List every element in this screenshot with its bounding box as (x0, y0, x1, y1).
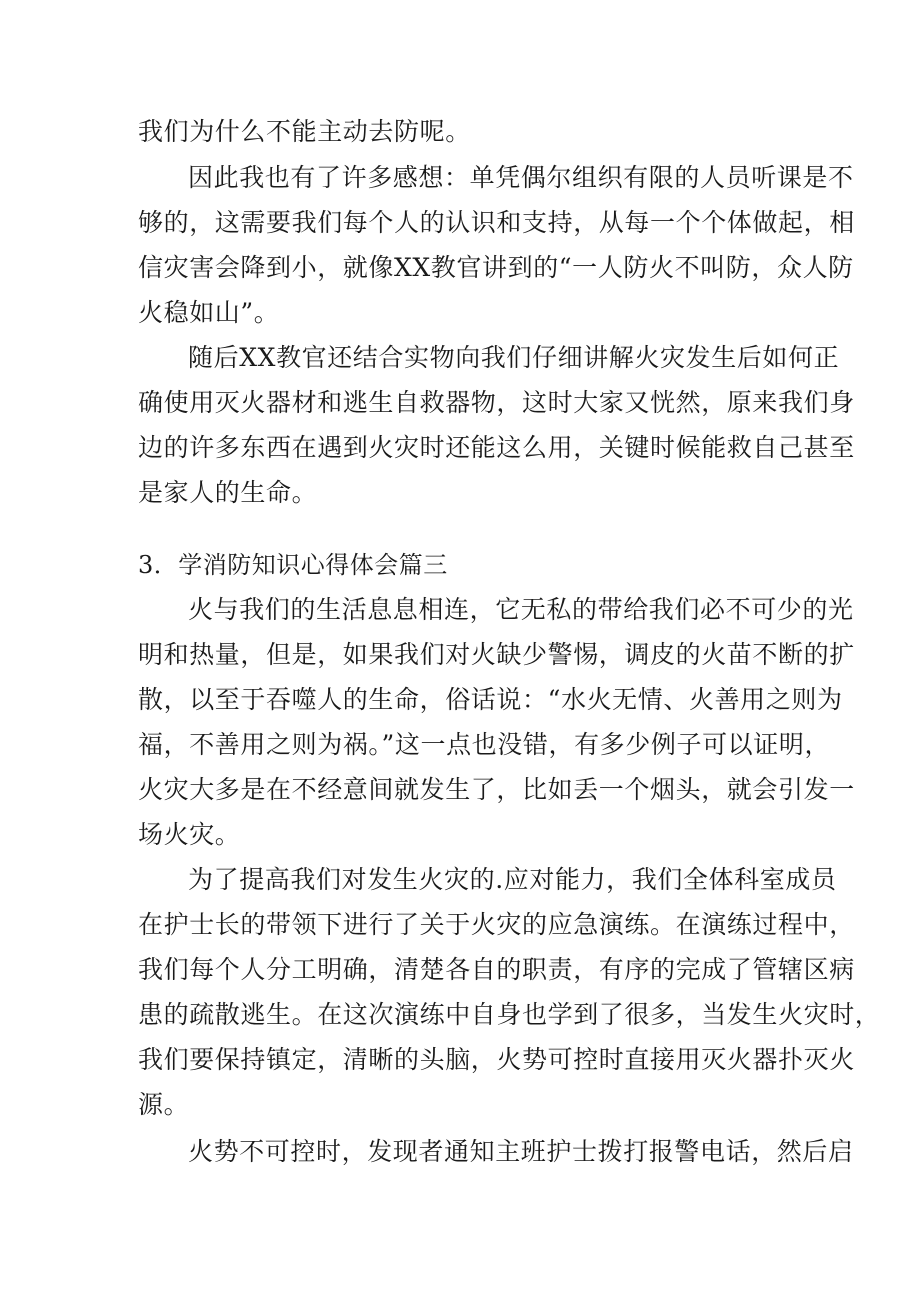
paragraph-line: 火灾大多是在不经意间就发生了，比如丢一个烟头，就会引发一 (138, 775, 855, 804)
paragraph-line: 火势不可控时，发现者通知主班护士拨打报警电话，然后启 (188, 1137, 854, 1166)
paragraph-line: 源。 (138, 1090, 190, 1119)
section-heading: 3．学消防知识心得体会篇三 (138, 551, 448, 579)
paragraph-line: 够的，这需要我们每个人的认识和支持，从每一个个体做起，相 (138, 208, 855, 237)
paragraph-line: 边的许多东西在遇到火灾时还能这么用，关键时候能救自己甚至 (138, 433, 855, 462)
paragraph-line: 福，不善用之则为祸。”这一点也没错，有多少例子可以证明， (138, 730, 831, 759)
paragraph-line: 明和热量，但是，如果我们对火缺少警惕，调皮的火苗不断的扩 (138, 640, 855, 669)
paragraph-line: 因此我也有了许多感想：单凭偶尔组织有限的人员听课是不 (188, 163, 854, 192)
paragraph-line: 散，以至于吞噬人的生命，俗话说：“水火无情、火善用之则为 (138, 685, 843, 714)
paragraph-line: 确使用灭火器材和逃生自救器物，这时大家又恍然，原来我们身 (138, 388, 855, 417)
paragraph-line: 是家人的生命。 (138, 478, 318, 507)
paragraph-line: 为了提高我们对发生火灾的.应对能力，我们全体科室成员 (188, 865, 837, 894)
paragraph-line: 火与我们的生活息息相连，它无私的带给我们必不可少的光 (188, 595, 854, 624)
paragraph-line: 我们要保持镇定，清晰的头脑，火势可控时直接用灭火器扑灭火 (138, 1045, 855, 1074)
paragraph-line: 在护士长的带领下进行了关于火灾的应急演练。在演练过程中， (138, 910, 855, 939)
paragraph-line: 火稳如山”。 (138, 298, 280, 327)
paragraph-line: 场火灾。 (138, 820, 241, 849)
paragraph-line: 随后XX教官还结合实物向我们仔细讲解火灾发生后如何正 (188, 343, 840, 372)
paragraph-line: 信灾害会降到小，就像XX教官讲到的“一人防火不叫防，众人防 (138, 253, 854, 282)
paragraph-line: 我们每个人分工明确，清楚各自的职责，有序的完成了管辖区病 (138, 955, 855, 984)
paragraph-line: 患的疏散逃生。在这次演练中自身也学到了很多，当发生火灾时， (138, 1000, 881, 1029)
paragraph-line: 我们为什么不能主动去防呢。 (138, 117, 471, 146)
